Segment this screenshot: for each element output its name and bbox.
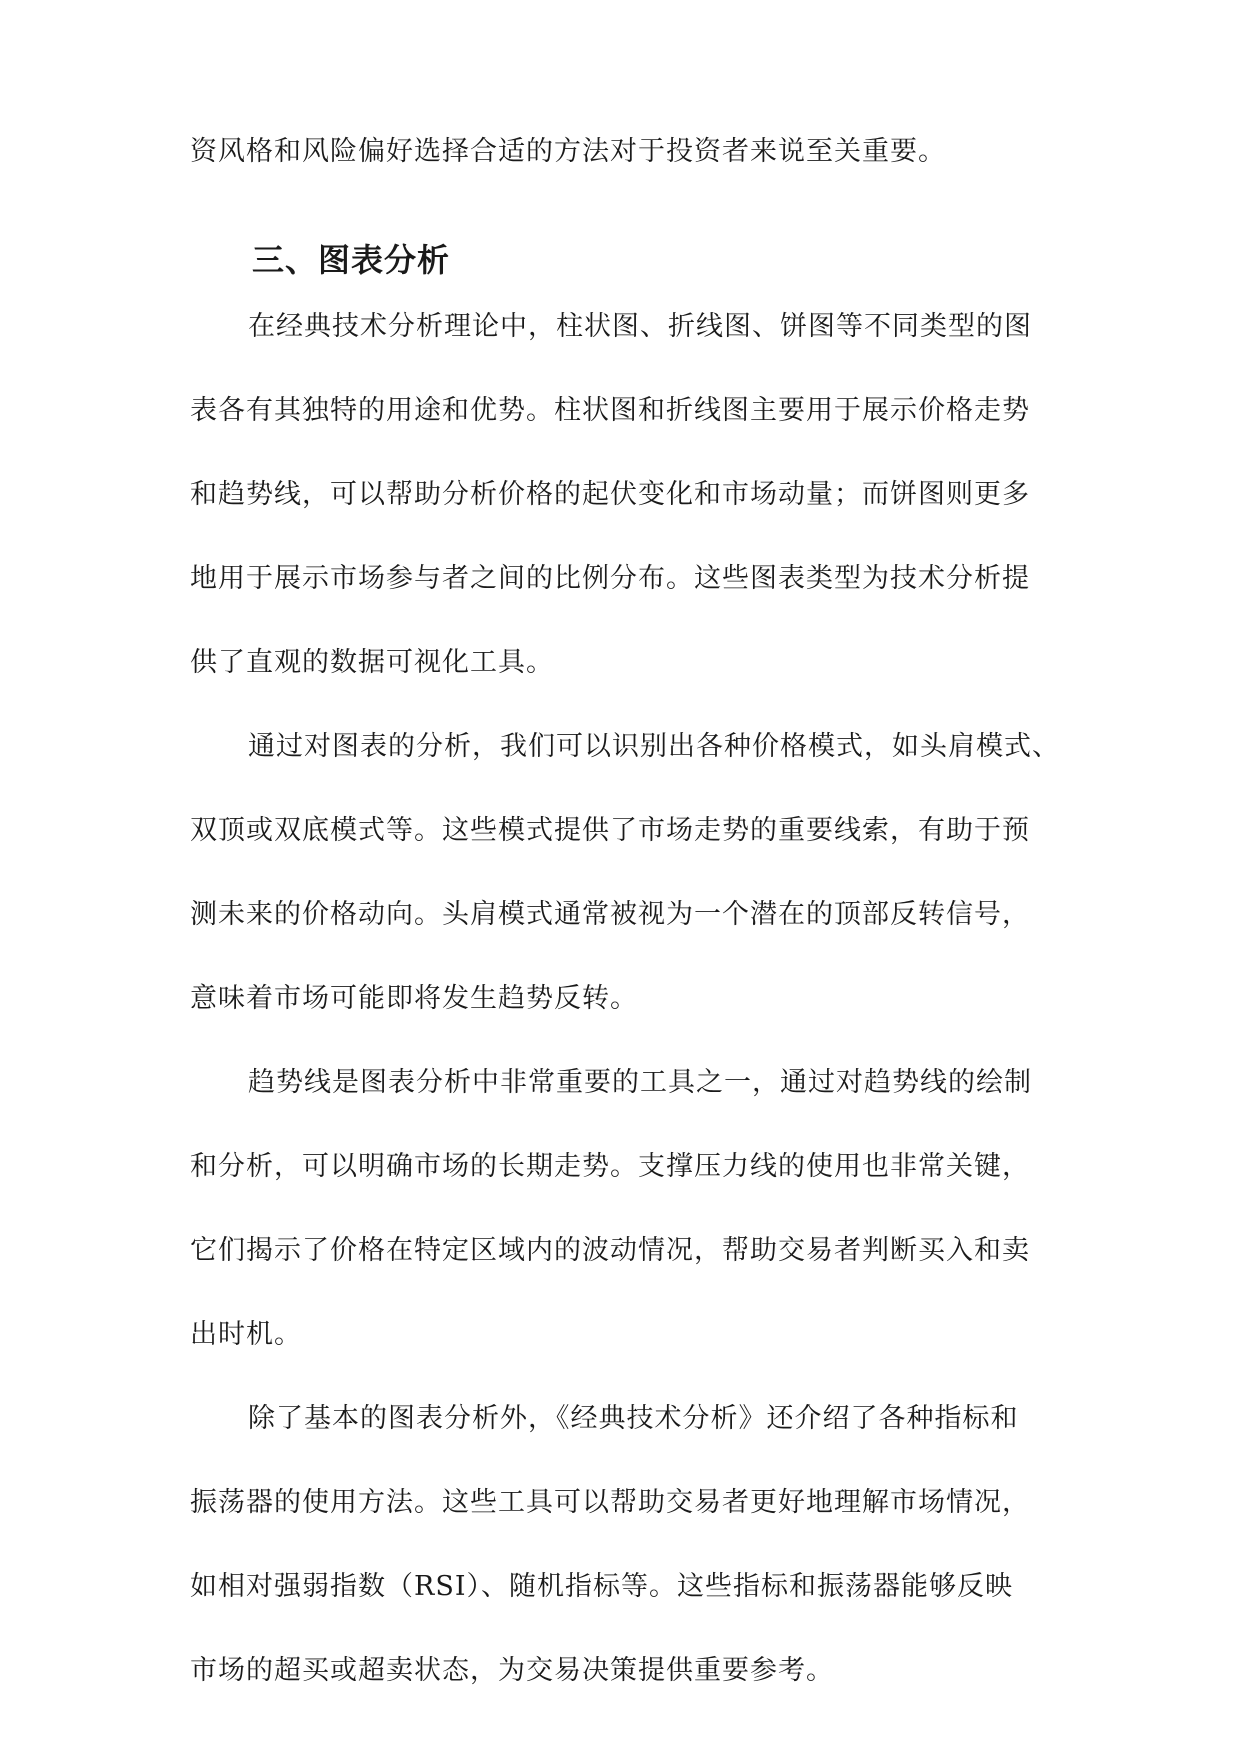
paragraph-line: 除了基本的图表分析外，《经典技术分析》还介绍了各种指标和: [248, 1403, 1019, 1434]
paragraph-2: [190, 705, 1060, 1041]
paragraph-4: [190, 1377, 1060, 1713]
paragraph-line: 双顶或双底模式等。这些模式提供了市场走势的重要线索，有助于预: [190, 815, 1030, 846]
paragraph-line: 测未来的价格动向。头肩模式通常被视为一个潜在的顶部反转信号，: [190, 899, 1030, 930]
paragraph-line: 资风格和风险偏好选择合适的方法对于投资者来说至关重要。: [190, 136, 946, 167]
continuation-text: [190, 110, 1060, 194]
paragraph-line: 供了直观的数据可视化工具。: [190, 647, 554, 678]
paragraph-line: 趋势线是图表分析中非常重要的工具之一，通过对趋势线的绘制: [248, 1067, 1032, 1098]
paragraph-3: [190, 1041, 1060, 1377]
section-heading: 三、图表分析: [252, 241, 451, 279]
paragraph-line: 地用于展示市场参与者之间的比例分布。这些图表类型为技术分析提: [190, 563, 1030, 594]
paragraph-line: 和趋势线，可以帮助分析价格的起伏变化和市场动量；而饼图则更多: [190, 479, 1030, 510]
paragraph-1: [190, 285, 1060, 705]
paragraph-line: 振荡器的使用方法。这些工具可以帮助交易者更好地理解市场情况，: [190, 1487, 1030, 1518]
paragraph-line: 出时机。: [190, 1319, 302, 1350]
paragraph-line: 意味着市场可能即将发生趋势反转。: [190, 983, 638, 1014]
paragraph-line: 如相对强弱指数（RSI）、随机指标等。这些指标和振荡器能够反映: [190, 1571, 1013, 1602]
paragraph-line: 它们揭示了价格在特定区域内的波动情况，帮助交易者判断买入和卖: [190, 1235, 1030, 1266]
paragraph-line: 表各有其独特的用途和优势。柱状图和折线图主要用于展示价格走势: [190, 395, 1030, 426]
paragraph-line: 市场的超买或超卖状态，为交易决策提供重要参考。: [190, 1655, 834, 1686]
paragraph-line: 在经典技术分析理论中，柱状图、折线图、饼图等不同类型的图: [248, 311, 1032, 342]
paragraph-line: 通过对图表的分析，我们可以识别出各种价格模式，如头肩模式、: [248, 731, 1060, 762]
paragraph-line: 和分析，可以明确市场的长期走势。支撑压力线的使用也非常关键，: [190, 1151, 1030, 1182]
